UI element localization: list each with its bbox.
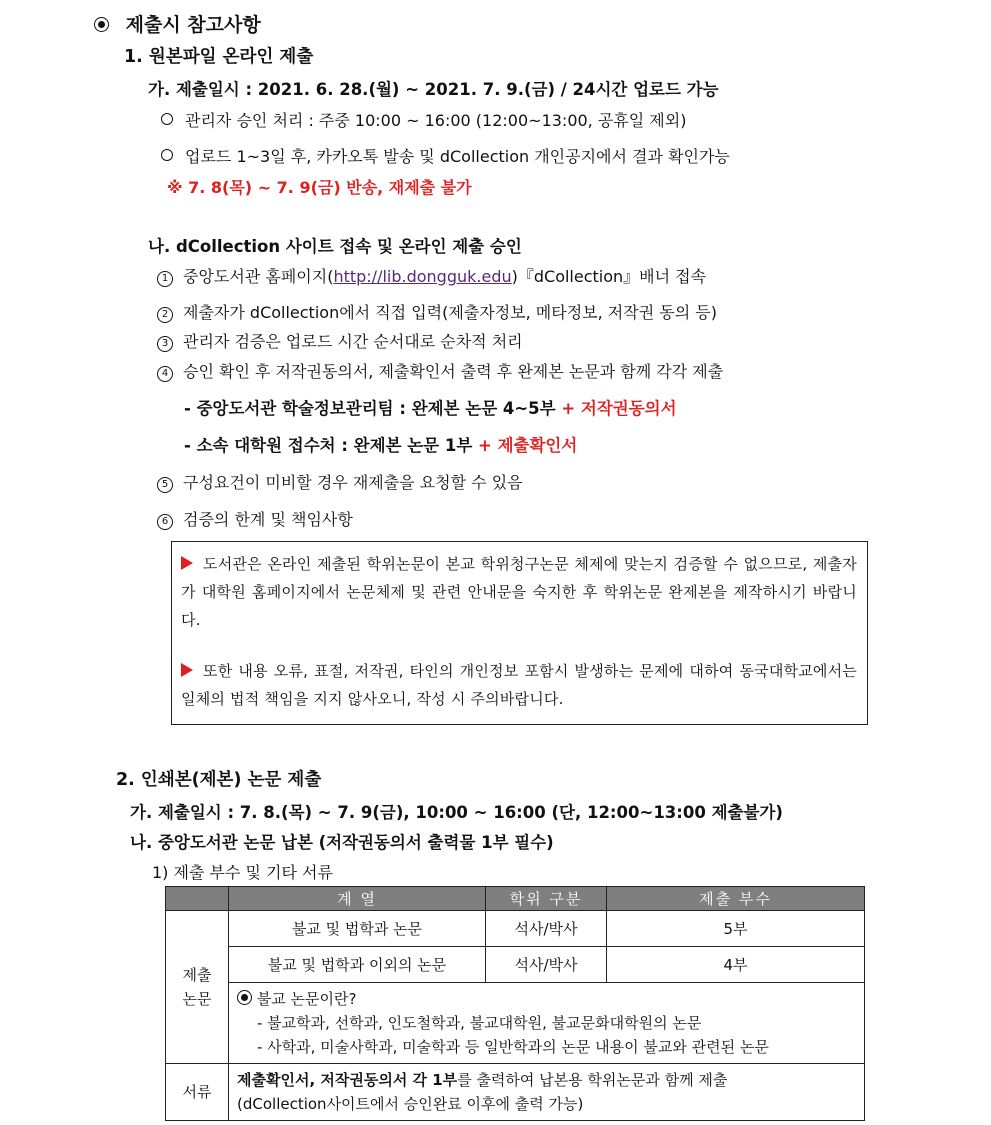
radio-bullet-icon	[237, 990, 252, 1005]
section-title: 제출시 참고사항	[125, 14, 261, 36]
row-field: 불교 및 법학과 논문	[229, 911, 486, 947]
s1-na-item-2	[157, 300, 717, 323]
s1-ga-bullet2	[161, 144, 730, 167]
bullet1-text: 관리자 승인 처리 : 주중 10:00 ~ 16:00 (12:00~13:00, 공휴일 제외)	[185, 111, 687, 130]
note-paragraph-1	[181, 550, 857, 634]
table-row-buddhism	[166, 983, 865, 1064]
num-badge: 1	[157, 271, 173, 287]
note-p2-text: 또한 내용 오류, 표절, 저작권, 타인의 개인정보 포함시 발생하는 문제에 대하여 동국대학교에서는 일체의 법적 책임을 지지 않사오니, 작성 시 주의바랍니다.	[181, 662, 857, 708]
buddhism-definition	[229, 983, 865, 1064]
docs-bold: 제출확인서, 저작권동의서 각 1부	[237, 1071, 458, 1089]
buddhism-item-1: - 불교학과, 선학과, 인도철학과, 불교대학원, 불교문화대학원의 논문	[257, 1014, 702, 1032]
library-link[interactable]: http://lib.dongguk.edu	[333, 267, 512, 286]
triangle-bullet-icon	[181, 556, 193, 570]
docs-line-1	[237, 1068, 856, 1092]
header-degree: 학위 구분	[486, 887, 607, 911]
submission-table	[165, 886, 865, 1121]
docs-line-2: (dCollection사이트에서 승인완료 이후에 출력 가능)	[237, 1095, 584, 1113]
s1-na-item-5	[157, 470, 523, 493]
sub2-red: + 제출확인서	[478, 436, 578, 455]
sub1-text: - 중앙도서관 학술정보관리팀 : 완제본 논문 4~5부	[184, 399, 556, 418]
num-badge: 3	[157, 336, 173, 352]
section-header	[94, 10, 261, 37]
num-badge: 4	[157, 366, 173, 382]
s1-ga-bullet1	[161, 108, 686, 131]
item-text: 제출자가 dCollection에서 직접 입력(제출자정보, 메타정보, 저작권 동의 등)	[183, 303, 717, 322]
circle-bullet-icon	[161, 149, 173, 161]
docs-rest: 를 출력하여 납본용 학위논문과 함께 제출	[457, 1071, 728, 1089]
s1-na-item-4	[157, 359, 723, 382]
bullet2-text: 업로드 1~3일 후, 카카오톡 발송 및 dCollection 개인공지에서 결과 확인가능	[185, 147, 730, 166]
s2-title: 2. 인쇄본(제본) 논문 제출	[116, 770, 322, 790]
circle-bullet-icon	[161, 113, 173, 125]
buddhism-item-2: - 사학과, 미술사학과, 미술학과 등 일반학과의 논문 내용이 불교와 관련된 논문	[257, 1038, 769, 1056]
s1-na-item-3	[157, 329, 523, 352]
s1-ga-title: 가. 제출일시 : 2021. 6. 28.(월) ~ 2021. 7. 9.(금) / 24시간 업로드 가능	[148, 80, 719, 99]
header-field: 계 열	[229, 887, 486, 911]
s2-na: 나. 중앙도서관 논문 납본 (저작권동의서 출력물 1부 필수)	[130, 833, 554, 852]
table-header-row	[166, 887, 865, 911]
s1-na-sub2	[184, 432, 577, 456]
note-paragraph-2	[181, 657, 857, 713]
row-count: 4부	[607, 947, 865, 983]
num-badge: 5	[157, 477, 173, 493]
sub2-text: - 소속 대학원 접수처 : 완제본 논문 1부	[184, 436, 473, 455]
note-box	[171, 541, 868, 725]
table-row-docs	[166, 1064, 865, 1121]
row-count: 5부	[607, 911, 865, 947]
s1-na-title: 나. dCollection 사이트 접속 및 온라인 제출 승인	[148, 237, 522, 256]
item-text: 구성요건이 미비할 경우 재제출을 요청할 수 있음	[183, 473, 523, 492]
s1-na-sub1	[184, 395, 677, 419]
s2-ga: 가. 제출일시 : 7. 8.(목) ~ 7. 9(금), 10:00 ~ 16:00 (단, 12:00~13:00 제출불가)	[130, 803, 783, 822]
s1-title: 1. 원본파일 온라인 제출	[124, 47, 314, 67]
row-degree: 석사/박사	[486, 911, 607, 947]
triangle-bullet-icon	[181, 663, 193, 677]
item-text: 관리자 검증은 업로드 시간 순서대로 순차적 처리	[183, 332, 523, 351]
s1-na-item-6	[157, 507, 353, 530]
item-text: 검증의 한계 및 책임사항	[183, 510, 353, 529]
item-text: 승인 확인 후 저작권동의서, 제출확인서 출력 후 완제본 논문과 함께 각각 제출	[183, 362, 724, 381]
sub1-red: + 저작권동의서	[561, 399, 677, 418]
category-thesis: 제출 논문	[166, 911, 229, 1064]
s1-na-item-1	[157, 264, 706, 287]
docs-cell	[229, 1064, 865, 1121]
header-count: 제출 부수	[607, 887, 865, 911]
note-p1-text: 도서관은 온라인 제출된 학위논문이 본교 학위청구논문 체제에 맞는지 검증할 수 없으므로, 제출자가 대학원 홈페이지에서 논문체제 및 관련 안내문을 숙지한 후 학위논문 완제본을 제작하시기 바랍니다.	[181, 555, 857, 629]
num-badge: 2	[157, 307, 173, 323]
row-field: 불교 및 법학과 이외의 논문	[229, 947, 486, 983]
radio-bullet-icon	[94, 17, 109, 32]
category-docs: 서류	[166, 1064, 229, 1121]
table-row	[166, 911, 865, 947]
item-text: 중앙도서관 홈페이지(	[183, 267, 334, 286]
row-degree: 석사/박사	[486, 947, 607, 983]
item-text-after: )『dCollection』배너 접속	[511, 267, 707, 286]
num-badge: 6	[157, 514, 173, 530]
s1-ga-warning: ※ 7. 8(목) ~ 7. 9(금) 반송, 재제출 불가	[167, 178, 472, 197]
buddhism-title: 불교 논문이란?	[256, 990, 357, 1008]
header-blank	[166, 887, 229, 911]
buddhism-title-line	[237, 987, 856, 1011]
table-row	[166, 947, 865, 983]
s2-sub: 1) 제출 부수 및 기타 서류	[152, 863, 333, 882]
